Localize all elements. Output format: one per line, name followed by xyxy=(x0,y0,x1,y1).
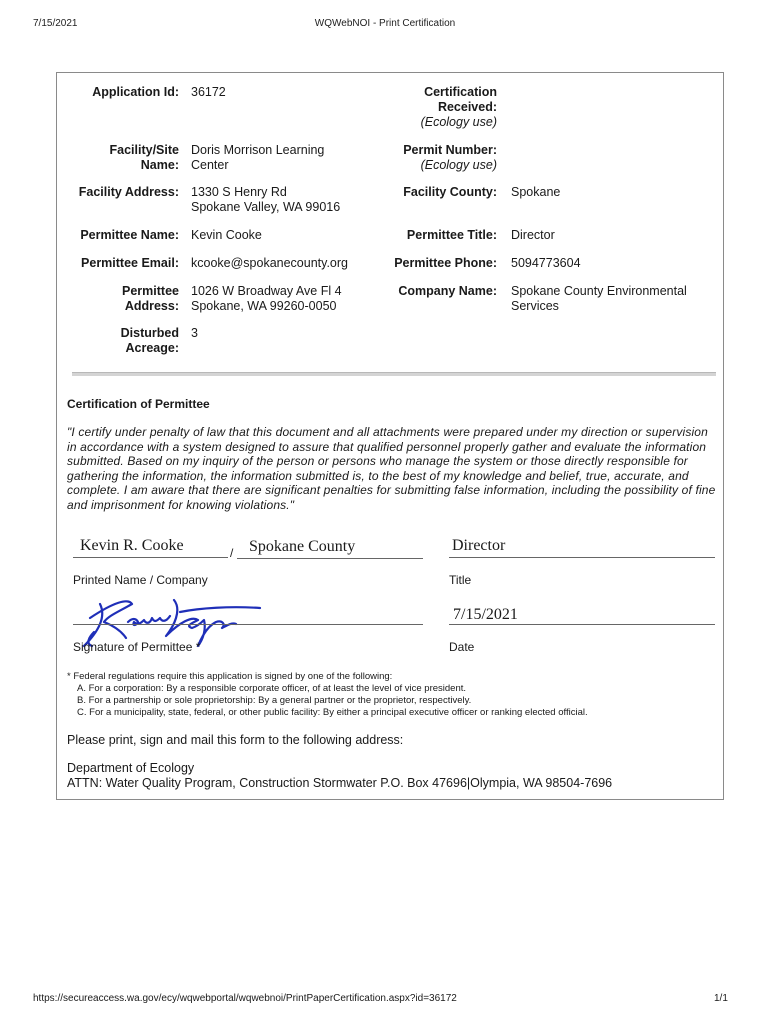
permittee-address-value: 1026 W Broadway Ave Fl 4 Spokane, WA 99260-0050 xyxy=(191,284,342,313)
note-line: * Federal regulations require this application is signed by one of the following: xyxy=(67,671,393,682)
permittee-address-label: Permittee Address: xyxy=(122,284,179,313)
permittee-phone-value: 5094773604 xyxy=(511,256,581,270)
permittee-phone-label: Permittee Phone: xyxy=(394,256,497,270)
certification-statement: "I certify under penalty of law that this document and all attachments were prepared under my direction or supervision in accordance with a system designed to assure that qualified personnel properly gather and evaluate the information submitted. Based on my inquiry of the person or persons who manage the system or those directly responsible for gathering the information, the information submitted is, to the best of my knowledge and belief, true, accurate, and complete. I am aware that there are significant penalties for submitting false information, including the possibility of fine and imprisonment for knowing violations." xyxy=(67,425,716,512)
title-value: Director xyxy=(452,537,506,554)
footer-page-number: 1/1 xyxy=(714,993,728,1004)
permittee-title-label: Permittee Title: xyxy=(406,228,497,242)
footer-url: https://secureaccess.wa.gov/ecy/wqwebportal/wqwebnoi/PrintPaperCertification.aspx?id=36172 xyxy=(33,993,457,1004)
section-divider xyxy=(72,372,716,376)
title-line xyxy=(449,557,715,558)
facility-site-name-label: Facility/Site Name: xyxy=(109,143,179,172)
company-value: Spokane County xyxy=(249,538,356,555)
certification-received-label: Certification Received: (Ecology use) xyxy=(420,85,497,129)
certification-title: Certification of Permittee xyxy=(67,397,210,411)
signature-line xyxy=(73,624,423,625)
permit-number-label: Permit Number: (Ecology use) xyxy=(403,143,497,172)
facility-address-value: 1330 S Henry Rd Spokane Valley, WA 99016 xyxy=(191,185,341,214)
print-date: 7/15/2021 xyxy=(33,18,78,29)
date-label: Date xyxy=(449,640,475,654)
printed-name-company-label: Printed Name / Company xyxy=(73,573,208,587)
signatory-notes xyxy=(67,671,588,719)
printed-name-line xyxy=(73,557,228,558)
application-id-value: 36172 xyxy=(191,85,226,99)
permittee-email-value: kcooke@spokanecounty.org xyxy=(191,256,348,270)
note-line: B. For a partnership or sole proprietorship: By a general partner or the proprietor, respectively. xyxy=(77,695,472,706)
facility-county-value: Spokane xyxy=(511,185,561,199)
disturbed-acreage-label: Disturbed Acreage: xyxy=(120,326,179,355)
note-line: A. For a corporation: By a responsible corporate officer, of at least the level of vice president. xyxy=(77,683,467,694)
mailing-instruction: Please print, sign and mail this form to the following address: xyxy=(67,733,404,747)
disturbed-acreage-value: 3 xyxy=(191,326,198,340)
facility-address-label: Facility Address: xyxy=(78,185,179,199)
date-line xyxy=(449,624,715,625)
mailing-address-line2: ATTN: Water Quality Program, Construction Stormwater P.O. Box 47696|Olympia, WA 98504-7696 xyxy=(67,776,613,790)
permittee-name-label: Permittee Name: xyxy=(80,228,179,242)
printed-name-value: Kevin R. Cooke xyxy=(80,537,184,554)
mailing-address-line1: Department of Ecology xyxy=(67,761,195,775)
title-label: Title xyxy=(449,573,472,587)
date-value: 7/15/2021 xyxy=(453,606,518,623)
permittee-title-value: Director xyxy=(511,228,555,242)
permittee-email-label: Permittee Email: xyxy=(81,256,179,270)
note-line: C. For a municipality, state, federal, or other public facility: By either a principal executive officer or ranking elected official. xyxy=(77,707,588,718)
permittee-name-value: Kevin Cooke xyxy=(191,228,262,242)
company-name-value: Spokane County Environmental Services xyxy=(511,284,687,313)
company-name-label: Company Name: xyxy=(398,284,497,298)
facility-site-name-value: Doris Morrison Learning Center xyxy=(191,143,325,172)
application-id-label: Application Id: xyxy=(92,85,179,99)
facility-county-label: Facility County: xyxy=(403,185,497,199)
name-company-separator: / xyxy=(230,546,234,560)
page-title: WQWebNOI - Print Certification xyxy=(314,18,456,29)
company-line xyxy=(237,558,423,559)
signature-label: Signature of Permittee * xyxy=(73,640,201,654)
